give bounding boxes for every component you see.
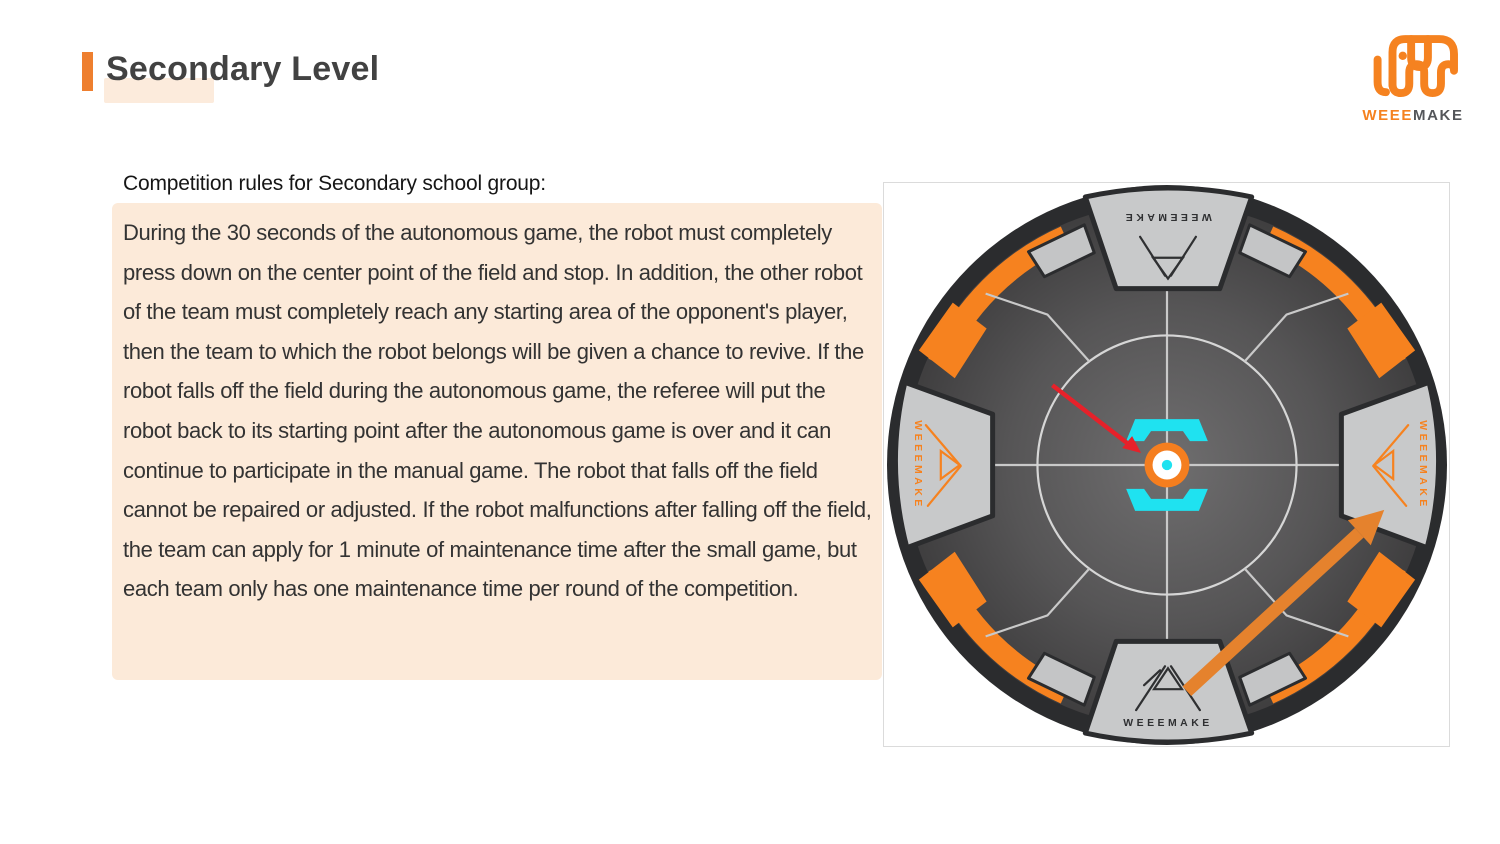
rules-heading: Competition rules for Secondary school group: [123,172,546,195]
brand-word-prefix: WEEE [1362,107,1413,124]
brand-wordmark [1352,108,1474,124]
field-image-panel [883,182,1450,747]
pad-label-left: WEEEMAKE [911,420,923,510]
competition-field-svg [884,183,1449,746]
target-center-dot [1162,460,1172,470]
pad-label-bottom: WEEEMAKE [1123,718,1213,730]
start-pad-top [1085,188,1251,289]
page-title: Secondary Level [106,50,380,88]
brand-logo [1352,26,1474,124]
brand-word-suffix: MAKE [1413,107,1464,124]
title-accent-bar [82,52,93,91]
pad-label-top: WEEEMAKE [1122,210,1212,222]
elephant-eye [1399,52,1407,60]
rules-text: During the 30 seconds of the autonomous game, the robot must completely press down on the center point of the field and stop. In addition, the other robot of the team must completely reach any starting area of the opponent's player, then the team to which the robot belongs will be given a chance to revive. If the robot falls off the field during the autonomous game, the referee will put the robot back to its starting point after the autonomous game is over and it can continue to participate in the manual game. The robot that falls off the field cannot be repaired or adjusted. If the robot malfunctions after falling off the field, the team can apply for 1 minute of maintenance time after the small game, but each team only has one maintenance time per round of the competition. [123,220,872,602]
rules-box [112,203,882,680]
pad-label-right: WEEEMAKE [1417,420,1429,510]
elephant-icon [1357,26,1469,108]
start-pad-left [895,382,992,547]
